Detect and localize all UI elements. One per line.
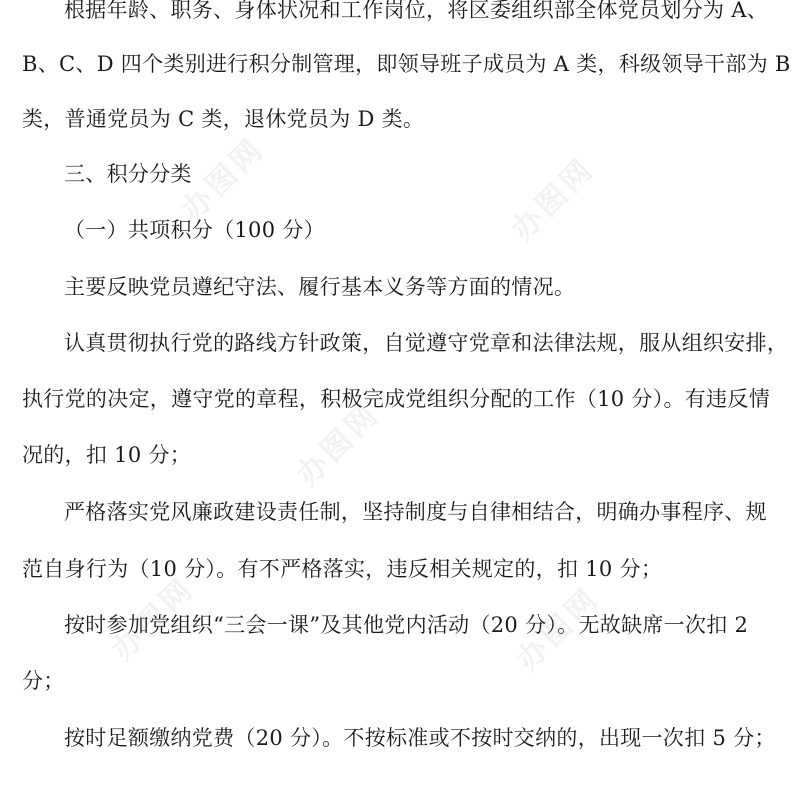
paragraph-line: 按时参加党组织“三会一课”及其他党内活动（20 分）。无故缺席一次扣 2 bbox=[64, 613, 749, 637]
paragraph-line: 况的，扣 10 分； bbox=[22, 443, 192, 467]
watermark: 办图网 bbox=[290, 396, 387, 493]
paragraph-line: 类，普通党员为 C 类，退休党员为 D 类。 bbox=[22, 107, 425, 131]
watermark: 办图网 bbox=[175, 131, 272, 228]
paragraph-line: 根据年龄、职务、身体状况和工作岗位，将区委组织部全体党员划分为 A、 bbox=[64, 0, 769, 22]
paragraph-line: 范自身行为（10 分）。有不严格落实，违反相关规定的，扣 10 分； bbox=[22, 557, 663, 581]
paragraph-line: 分； bbox=[22, 669, 65, 693]
paragraph-line: 严格落实党风廉政建设责任制，坚持制度与自律相结合，明确办事程序、规 bbox=[64, 500, 767, 524]
paragraph-line: 主要反映党员遵纪守法、履行基本义务等方面的情况。 bbox=[64, 275, 576, 299]
watermark: 办图网 bbox=[105, 571, 202, 668]
paragraph-line: B、C、D 四个类别进行积分制管理，即领导班子成员为 A 类，科级领导干部为 B bbox=[22, 52, 791, 76]
watermark: 办图网 bbox=[505, 151, 602, 248]
paragraph-line: 认真贯彻执行党的路线方针政策，自觉遵守党章和法律法规，服从组织安排， bbox=[64, 331, 789, 355]
paragraph-line: 按时足额缴纳党费（20 分）。不按标准或不按时交纳的，出现一次扣 5 分； bbox=[64, 726, 776, 750]
watermark: 办图网 bbox=[510, 581, 607, 678]
subsection-heading: （一）共项积分（100 分） bbox=[64, 218, 325, 242]
paragraph-line: 执行党的决定，遵守党的章程，积极完成党组织分配的工作（10 分）。有违反情 bbox=[22, 387, 770, 411]
section-heading: 三、积分分类 bbox=[64, 162, 192, 186]
